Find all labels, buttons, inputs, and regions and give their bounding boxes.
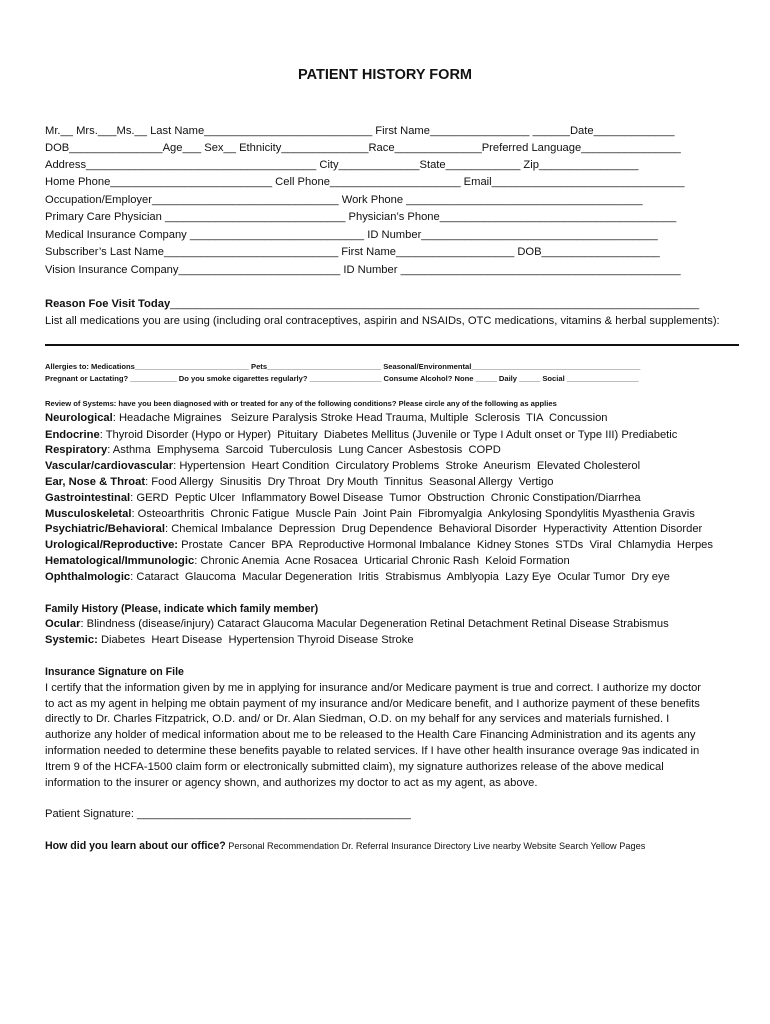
occupation-line[interactable]: Occupation/Employer______________________________ Work Phone ______________________________________: [45, 194, 643, 206]
system-label: Ophthalmologic: [45, 571, 131, 583]
system-label: Gastrointestinal: [45, 492, 131, 504]
physician-line[interactable]: Primary Care Physician _____________________________ Physician’s Phone______________________________________: [45, 211, 677, 223]
insurance-text-line: Itrem 9 of the HCFA-1500 claim form or electronically submitted claim), my signature authorizes release of the above medical: [45, 761, 664, 773]
family-ocular-row[interactable]: [45, 617, 669, 631]
referral-row[interactable]: [45, 839, 645, 853]
medications-instructions: List all medications you are using (including oral contraceptives, aspirin and NSAIDs, OTC medications, vitamins & herbal supplements):: [45, 315, 720, 327]
system-row-gastrointestinal[interactable]: [45, 491, 641, 505]
reason-line[interactable]: [45, 297, 699, 311]
system-conditions[interactable]: : Asthma Emphysema Sarcoid Tuberculosis Lung Cancer Asbestosis COPD: [107, 444, 501, 456]
system-conditions[interactable]: : Osteoarthritis Chronic Fatigue Muscle Pain Joint Pain Fibromyalgia Ankylosing Spondylitis Myasthenia Gravis: [131, 508, 695, 520]
system-conditions[interactable]: : Cataract Glaucoma Macular Degeneration Iritis Strabismus Amblyopia Lazy Eye Ocular Tumor Dry eye: [130, 571, 670, 583]
system-row-respiratory[interactable]: [45, 443, 501, 457]
pregnancy-smoking-alcohol-line[interactable]: Pregnant or Lactating? ___________ Do you smoke cigarettes regularly? _________________ Consume Alcohol? None _____ Daily _____ Social _________________: [45, 374, 639, 383]
system-row-urological[interactable]: [45, 538, 713, 552]
family-systemic-row[interactable]: [45, 633, 414, 647]
system-label: Endocrine: [45, 429, 100, 441]
system-label: Urological/Reproductive:: [45, 539, 179, 551]
system-label: Neurological: [45, 412, 113, 424]
referral-question: How did you learn about our office?: [45, 840, 226, 852]
phone-email-line[interactable]: Home Phone__________________________ Cell Phone_____________________ Email_______________________________: [45, 176, 685, 188]
system-row-hematological[interactable]: [45, 554, 570, 568]
system-row-endocrine[interactable]: [45, 428, 677, 442]
system-conditions[interactable]: : Thyroid Disorder (Hypo or Hyper) Pituitary Diabetes Mellitus (Juvenile or Type I Adult onset or Type III) Prediabetic: [99, 429, 678, 441]
name-date-line[interactable]: Mr.__ Mrs.___Ms.__ Last Name___________________________ First Name________________ ______Date_____________: [45, 125, 675, 137]
system-label: Musculoskeletal: [45, 508, 132, 520]
family-history-header: Family History (Please, indicate which family member): [45, 603, 319, 615]
insurance-text-line: information to the insurer or agency shown, and authorizes my doctor to act as my agent, as above.: [45, 777, 538, 789]
medical-insurance-line[interactable]: Medical Insurance Company ____________________________ ID Number______________________________________: [45, 229, 658, 241]
ocular-label: Ocular: [45, 618, 81, 630]
insurance-header: Insurance Signature on File: [45, 666, 184, 678]
insurance-text-line: to act as my agent in helping me obtain payment of my insurance and/or Medicare benefit, and I authorize payment of these benefits: [45, 698, 700, 710]
system-label: Vascular/cardiovascular: [45, 460, 174, 472]
patient-signature-field[interactable]: Patient Signature: ____________________________________________: [45, 808, 411, 820]
system-row-neurological[interactable]: [45, 411, 608, 425]
system-label: Psychiatric/Behavioral: [45, 523, 166, 535]
allergies-line[interactable]: Allergies to: Medications___________________________ Pets___________________________ Seasonal/Environmental________________________________________: [45, 362, 641, 371]
systemic-label: Systemic:: [45, 634, 98, 646]
referral-options[interactable]: Personal Recommendation Dr. Referral Insurance Directory Live nearby Website Search Yellow Pages: [225, 841, 646, 851]
insurance-text-line: I certify that the information given by me in applying for insurance and/or Medicare payment is true and correct. I authorize my doctor: [45, 682, 702, 694]
system-conditions[interactable]: : Chronic Anemia Acne Rosacea Urticarial Chronic Rash Keloid Formation: [194, 555, 570, 567]
form-title: PATIENT HISTORY FORM: [297, 67, 472, 83]
system-conditions[interactable]: : Headache Migraines Seizure Paralysis Stroke Head Trauma, Multiple Sclerosis TIA Concussion: [112, 412, 608, 424]
system-row-vascular[interactable]: [45, 459, 640, 473]
system-row-psychiatric[interactable]: [45, 522, 702, 536]
system-label: Hematological/Immunologic: [45, 555, 195, 567]
dob-race-line[interactable]: DOB_______________Age___ Sex__ Ethnicity______________Race______________Preferred Language________________: [45, 142, 681, 154]
insurance-text-line: information needed to determine these benefits payable to related services. If I have other health insurance overage 9as indicated in: [45, 745, 700, 757]
insurance-text-line: authorize any holder of medical information about me to be released to the Health Care Financing Administration and its agents any: [45, 729, 696, 741]
vision-insurance-line[interactable]: Vision Insurance Company__________________________ ID Number _____________________________________________: [45, 264, 681, 276]
system-conditions[interactable]: : Food Allergy Sinusitis Dry Throat Dry Mouth Tinnitus Seasonal Allergy Vertigo: [145, 476, 554, 488]
system-conditions[interactable]: : GERD Peptic Ulcer Inflammatory Bowel Disease Tumor Obstruction Chronic Constipation/Diarrhea: [130, 492, 641, 504]
system-conditions[interactable]: Prostate Cancer BPA Reproductive Hormonal Imbalance Kidney Stones STDs Viral Chlamydia Herpes: [178, 539, 713, 551]
system-row-ent[interactable]: [45, 475, 553, 489]
review-of-systems-header: Review of Systems: have you been diagnosed with or treated for any of the following conditions? Please circle any of the following as applies: [45, 399, 557, 408]
system-label: Respiratory: [45, 444, 108, 456]
system-label: Ear, Nose & Throat: [45, 476, 146, 488]
reason-label: Reason Foe Visit Today: [45, 298, 171, 310]
address-line[interactable]: Address_____________________________________ City_____________State____________ Zip________________: [45, 159, 639, 171]
system-row-musculoskeletal[interactable]: [45, 507, 695, 521]
insurance-text-line: directly to Dr. Charles Fitzpatrick, O.D. and/ or Dr. Alan Siedman, O.D. on my behalf for any services and materials furnished. I: [45, 713, 670, 725]
section-divider: [45, 344, 739, 346]
reason-blank[interactable]: _____________________________________________________________________________________: [170, 298, 700, 310]
system-conditions[interactable]: : Chemical Imbalance Depression Drug Dependence Behavioral Disorder Hyperactivity Attention Disorder: [165, 523, 703, 535]
system-row-ophthalmologic[interactable]: [45, 570, 670, 584]
ocular-conditions[interactable]: : Blindness (disease/injury) Cataract Glaucoma Macular Degeneration Retinal Detachment Retinal Disease Strabismus: [80, 618, 669, 630]
system-conditions[interactable]: : Hypertension Heart Condition Circulatory Problems Stroke Aneurism Elevated Cholesterol: [173, 460, 641, 472]
systemic-conditions[interactable]: Diabetes Heart Disease Hypertension Thyroid Disease Stroke: [97, 634, 414, 646]
subscriber-line[interactable]: Subscriber’s Last Name____________________________ First Name___________________ DOB___________________: [45, 246, 660, 258]
